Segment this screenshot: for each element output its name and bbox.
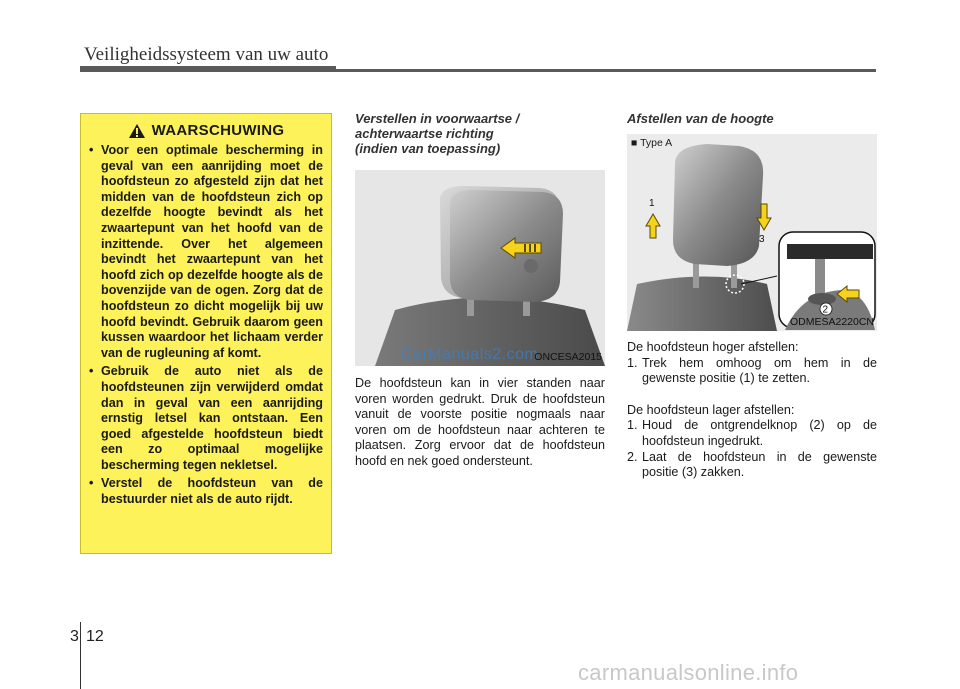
- step-text: Laat de hoofdsteun in de gewenste positie (3) zakken.: [642, 449, 877, 480]
- height-instructions: [627, 340, 877, 481]
- heading-line: Verstellen in voorwaartse /: [355, 111, 520, 126]
- header-rule: [80, 69, 876, 72]
- warning-bullet: • Verstel de hoofdsteun van de bestuurder niet als de auto rijdt.: [89, 476, 323, 507]
- headrest-height-figure: [627, 134, 877, 331]
- warning-triangle-icon: [128, 123, 146, 139]
- type-label: ■ Type A: [631, 137, 673, 149]
- step-number: 2.: [627, 449, 638, 464]
- heading-line: achterwaartse richting: [355, 126, 494, 141]
- lower-step: [627, 450, 877, 481]
- figure-code: ODMESA2220CN: [789, 316, 874, 328]
- headrest-forward-figure: [355, 170, 605, 366]
- forward-backward-text: De hoofdsteun kan in vier standen naar voren worden gedrukt. Druk de hoofdsteun vanuit de voorste positie nogmaals naar voren om de hoofdsteun naar achteren te plaatsen. Zorg ervoor dat de hoofdsteun hoofd en nek goed ondersteunt.: [355, 376, 605, 468]
- warning-bullet: • Voor een optimale bescherming in geval van een aanrijding moet de hoofdsteun zo afgesteld zijn dat het midden van de hoofdsteun zich op dezelfde hoogte bevindt als het zwaartepunt van het hoofd van de inzittende. Over het algemeen bevindt het zwaartepunt van het hoofd zich op dezelfde hoogte als de bovenzijde van de ogen. Zorg dat de hoofdsteun zo dicht mogelijk bij uw hoofd bevindt. Gebruik daarom geen kussen waardoor het lichaam verder van de rugleuning af komt.: [89, 143, 323, 361]
- section-heading-height: Afstellen van de hoogte: [627, 111, 774, 126]
- page-header-title: Veiligheidssysteem van uw auto: [84, 44, 329, 65]
- chapter-number: 3: [70, 628, 79, 645]
- step-number: 1.: [627, 355, 638, 370]
- page-number: 12: [86, 628, 104, 645]
- callout-3: 3: [759, 234, 765, 245]
- headrest-height-illustration: [627, 134, 877, 331]
- headrest-forward-illustration: [355, 170, 605, 366]
- raise-step: [627, 356, 877, 387]
- section-heading-forward-backward: [355, 111, 605, 156]
- step-text: Houd de ontgrendelknop (2) op de hoofdsteun ingedrukt.: [642, 418, 877, 448]
- warning-list: [89, 143, 323, 508]
- callout-2: 2: [822, 304, 829, 316]
- site-watermark: carmanualsonline.info: [578, 660, 799, 685]
- heading-line: (indien van toepassing): [355, 141, 501, 156]
- footer-divider: [80, 622, 81, 689]
- raise-title: De hoofdsteun hoger afstellen:: [627, 340, 799, 354]
- figure-code: ONCESA2015: [534, 351, 602, 363]
- watermark: CarManuals2.com: [401, 346, 539, 363]
- warning-header: [89, 122, 323, 139]
- lower-title: De hoofdsteun lager afstellen:: [627, 402, 795, 417]
- warning-bullet: • Gebruik de auto niet als de hoofdsteunen zijn verwijderd omdat dan in geval van een aanrijding ernstig letsel kan ontstaan. Een goed afgestelde hoofdsteun biedt een zo optimaal mogelijke bescherming tegen nekletsel.: [89, 364, 323, 473]
- warning-title: WAARSCHUWING: [151, 122, 285, 139]
- step-number: 1.: [627, 418, 638, 433]
- lower-step: [627, 418, 877, 449]
- warning-box: [80, 113, 332, 554]
- step-text: Trek hem omhoog om hem in de gewenste positie (1) te zetten.: [642, 355, 877, 386]
- callout-1: 1: [649, 198, 655, 209]
